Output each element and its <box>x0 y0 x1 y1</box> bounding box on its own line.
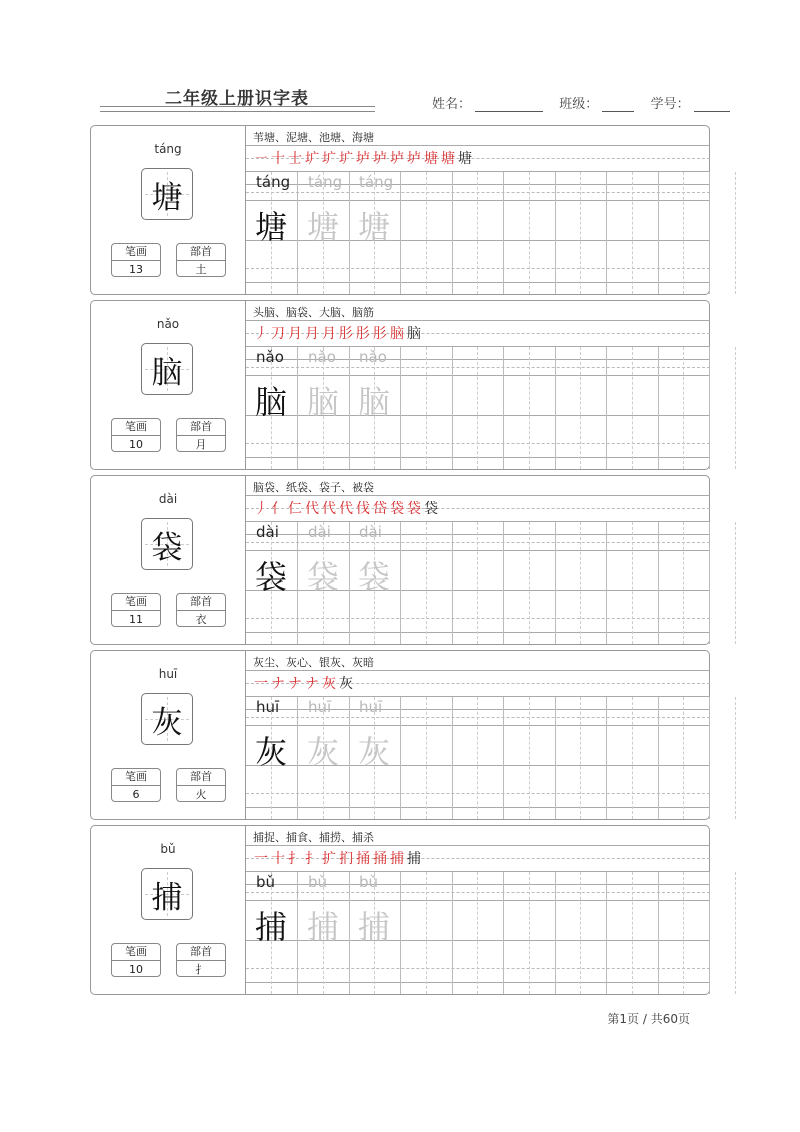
stroke-count-label: 笔画 <box>112 594 160 611</box>
radical-box <box>176 243 226 277</box>
stroke-step: 伐 <box>356 501 370 517</box>
character-trace: 脑 <box>358 383 391 421</box>
character-card <box>90 300 710 470</box>
stroke-count-box <box>111 943 161 977</box>
stroke-step: 肜 <box>356 326 370 342</box>
stroke-step: 肜 <box>373 326 387 342</box>
pinyin-practice: dài <box>256 523 279 541</box>
stroke-step: 脑 <box>407 326 421 342</box>
radical-label: 部首 <box>177 419 225 436</box>
pinyin-label: dài <box>158 492 178 506</box>
radical-box <box>176 943 226 977</box>
character-sample: 塘 <box>255 208 288 246</box>
stroke-step: 圹 <box>322 151 336 167</box>
pinyin-practice: táng <box>256 173 291 191</box>
stroke-count-label: 笔画 <box>112 944 160 961</box>
pinyin-trace: nǎo <box>308 348 336 366</box>
stroke-step: 刀 <box>271 326 285 342</box>
id-field[interactable] <box>694 98 730 112</box>
stroke-step: 一 <box>254 851 268 867</box>
radical-label: 部首 <box>177 769 225 786</box>
character-trace: 塘 <box>358 208 391 246</box>
stroke-step: 月 <box>305 326 319 342</box>
stroke-step: 捅 <box>373 851 387 867</box>
character-trace: 灰 <box>358 733 391 771</box>
practice-panel <box>246 826 710 994</box>
writing-grid <box>246 522 710 644</box>
stroke-step: 扌 <box>305 851 319 867</box>
stroke-step: 垆 <box>356 151 370 167</box>
stroke-step: 圹 <box>339 151 353 167</box>
character-card <box>90 650 710 820</box>
character: 脑 <box>151 354 183 391</box>
pinyin-trace: nǎo <box>359 348 387 366</box>
character-info-panel <box>91 826 246 994</box>
pinyin-trace: dài <box>359 523 382 541</box>
stroke-step: ナ <box>288 676 302 692</box>
stroke-step: 月 <box>322 326 336 342</box>
character-info-panel <box>91 651 246 819</box>
character-sample: 袋 <box>255 558 288 596</box>
character-trace: 脑 <box>307 383 340 421</box>
stroke-step: 代 <box>322 501 336 517</box>
stroke-step: 袋 <box>390 501 404 517</box>
stroke-count-label: 笔画 <box>112 244 160 261</box>
radical-value: 扌 <box>195 963 207 976</box>
stroke-step: 代 <box>339 501 353 517</box>
stroke-step: 塘 <box>424 151 438 167</box>
character-card <box>90 475 710 645</box>
pinyin-label: táng <box>154 142 182 156</box>
id-label: 学号： <box>650 97 690 112</box>
radical-value: 火 <box>195 788 207 801</box>
stroke-step: 代 <box>305 501 319 517</box>
class-label: 班级： <box>559 97 599 112</box>
writing-grid <box>246 697 710 819</box>
pinyin-practice: bǔ <box>256 873 276 891</box>
stroke-count-value: 11 <box>129 613 143 626</box>
stroke-count-value: 10 <box>129 963 143 976</box>
character-box <box>141 343 193 395</box>
name-label: 姓名： <box>432 97 472 112</box>
stroke-step: 丿 <box>254 501 268 517</box>
stroke-step: 肜 <box>339 326 353 342</box>
character-trace: 袋 <box>358 558 391 596</box>
radical-box <box>176 593 226 627</box>
radical-box <box>176 768 226 802</box>
pinyin-label: huī <box>158 667 178 681</box>
example-words: 苇塘、泥塘、池塘、海塘 <box>253 131 374 144</box>
character-box <box>141 518 193 570</box>
stroke-step: 岱 <box>373 501 387 517</box>
character-trace: 捕 <box>358 908 391 946</box>
stroke-step: 垆 <box>373 151 387 167</box>
stroke-step: 塘 <box>441 151 455 167</box>
radical-label: 部首 <box>177 944 225 961</box>
character: 袋 <box>151 529 183 566</box>
example-words: 灰尘、灰心、银灰、灰暗 <box>253 656 374 669</box>
character: 灰 <box>151 704 183 741</box>
example-words: 捕捉、捕食、捕捞、捕杀 <box>253 831 374 844</box>
stroke-order <box>254 848 424 868</box>
stroke-step: 塘 <box>458 151 472 167</box>
character-trace: 塘 <box>307 208 340 246</box>
stroke-step: ナ <box>271 676 285 692</box>
example-words: 脑袋、纸袋、袋子、被袋 <box>253 481 374 494</box>
stroke-step: 捕 <box>407 851 421 867</box>
writing-grid <box>246 872 710 994</box>
stroke-step: ㇐ <box>254 151 268 167</box>
character-card <box>90 125 710 295</box>
radical-label: 部首 <box>177 594 225 611</box>
stroke-step: ナ <box>305 676 319 692</box>
character-trace: 袋 <box>307 558 340 596</box>
character: 捕 <box>151 879 183 916</box>
radical-label: 部首 <box>177 244 225 261</box>
pinyin-trace: táng <box>359 173 394 191</box>
pinyin-trace: táng <box>308 173 343 191</box>
title-underline <box>100 106 375 112</box>
stroke-count-value: 13 <box>129 263 143 276</box>
character-info-panel <box>91 476 246 644</box>
character-sample: 脑 <box>255 383 288 421</box>
pinyin-practice: huī <box>256 698 280 716</box>
stroke-step: 一 <box>254 676 268 692</box>
class-field[interactable] <box>602 98 634 112</box>
stroke-step: 垆 <box>390 151 404 167</box>
stroke-step: 灰 <box>339 676 353 692</box>
stroke-count-label: 笔画 <box>112 769 160 786</box>
stroke-step: 捅 <box>356 851 370 867</box>
pinyin-trace: huī <box>359 698 383 716</box>
page-title: 二年级上册识字表 <box>165 89 309 109</box>
stroke-step: 亻 <box>271 501 285 517</box>
practice-panel <box>246 301 710 469</box>
stroke-count-box <box>111 418 161 452</box>
pinyin-label: bǔ <box>160 842 176 856</box>
character-box <box>141 868 193 920</box>
name-field[interactable] <box>475 98 543 112</box>
stroke-step: 士 <box>288 151 302 167</box>
practice-panel <box>246 651 710 819</box>
stroke-step: 扪 <box>339 851 353 867</box>
stroke-step: 袋 <box>407 501 421 517</box>
radical-value: 衣 <box>195 613 207 626</box>
stroke-count-box <box>111 593 161 627</box>
stroke-step: 丿 <box>254 326 268 342</box>
pinyin-trace: dài <box>308 523 331 541</box>
character-sample: 灰 <box>255 733 288 771</box>
stroke-step: 袋 <box>424 501 438 517</box>
stroke-count-label: 笔画 <box>112 419 160 436</box>
pinyin-practice: nǎo <box>256 348 284 366</box>
writing-grid <box>246 172 710 294</box>
practice-panel <box>246 126 710 294</box>
radical-value: 月 <box>195 438 207 451</box>
character-info-panel <box>91 126 246 294</box>
character-trace: 捕 <box>307 908 340 946</box>
stroke-count-box <box>111 768 161 802</box>
stroke-order <box>254 148 475 168</box>
stroke-step: 扩 <box>322 851 336 867</box>
radical-box <box>176 418 226 452</box>
character-sample: 捕 <box>255 908 288 946</box>
stroke-step: 灰 <box>322 676 336 692</box>
stroke-step: 十 <box>271 151 285 167</box>
character-box <box>141 168 193 220</box>
example-words: 头脑、脑袋、大脑、脑筋 <box>253 306 374 319</box>
stroke-step: 捕 <box>390 851 404 867</box>
pinyin-trace: huī <box>308 698 332 716</box>
stroke-order <box>254 323 424 343</box>
stroke-count-value: 10 <box>129 438 143 451</box>
stroke-step: 月 <box>288 326 302 342</box>
character: 塘 <box>151 179 183 216</box>
practice-panel <box>246 476 710 644</box>
stroke-count-value: 6 <box>132 788 140 801</box>
stroke-order <box>254 498 441 518</box>
character-card <box>90 825 710 995</box>
character-info-panel <box>91 301 246 469</box>
student-info-fields <box>432 93 730 112</box>
stroke-step: 仁 <box>288 501 302 517</box>
stroke-count-box <box>111 243 161 277</box>
pinyin-trace: bǔ <box>359 873 379 891</box>
stroke-step: 垆 <box>407 151 421 167</box>
character-box <box>141 693 193 745</box>
writing-grid <box>246 347 710 469</box>
pinyin-trace: bǔ <box>308 873 328 891</box>
page-counter: 第1页 / 共60页 <box>607 1012 690 1026</box>
character-trace: 灰 <box>307 733 340 771</box>
pinyin-label: nǎo <box>156 317 180 331</box>
stroke-step: 十 <box>271 851 285 867</box>
stroke-order <box>254 673 356 693</box>
stroke-step: 扌 <box>288 851 302 867</box>
radical-value: 土 <box>195 263 207 276</box>
stroke-step: 圹 <box>305 151 319 167</box>
stroke-step: 脑 <box>390 326 404 342</box>
